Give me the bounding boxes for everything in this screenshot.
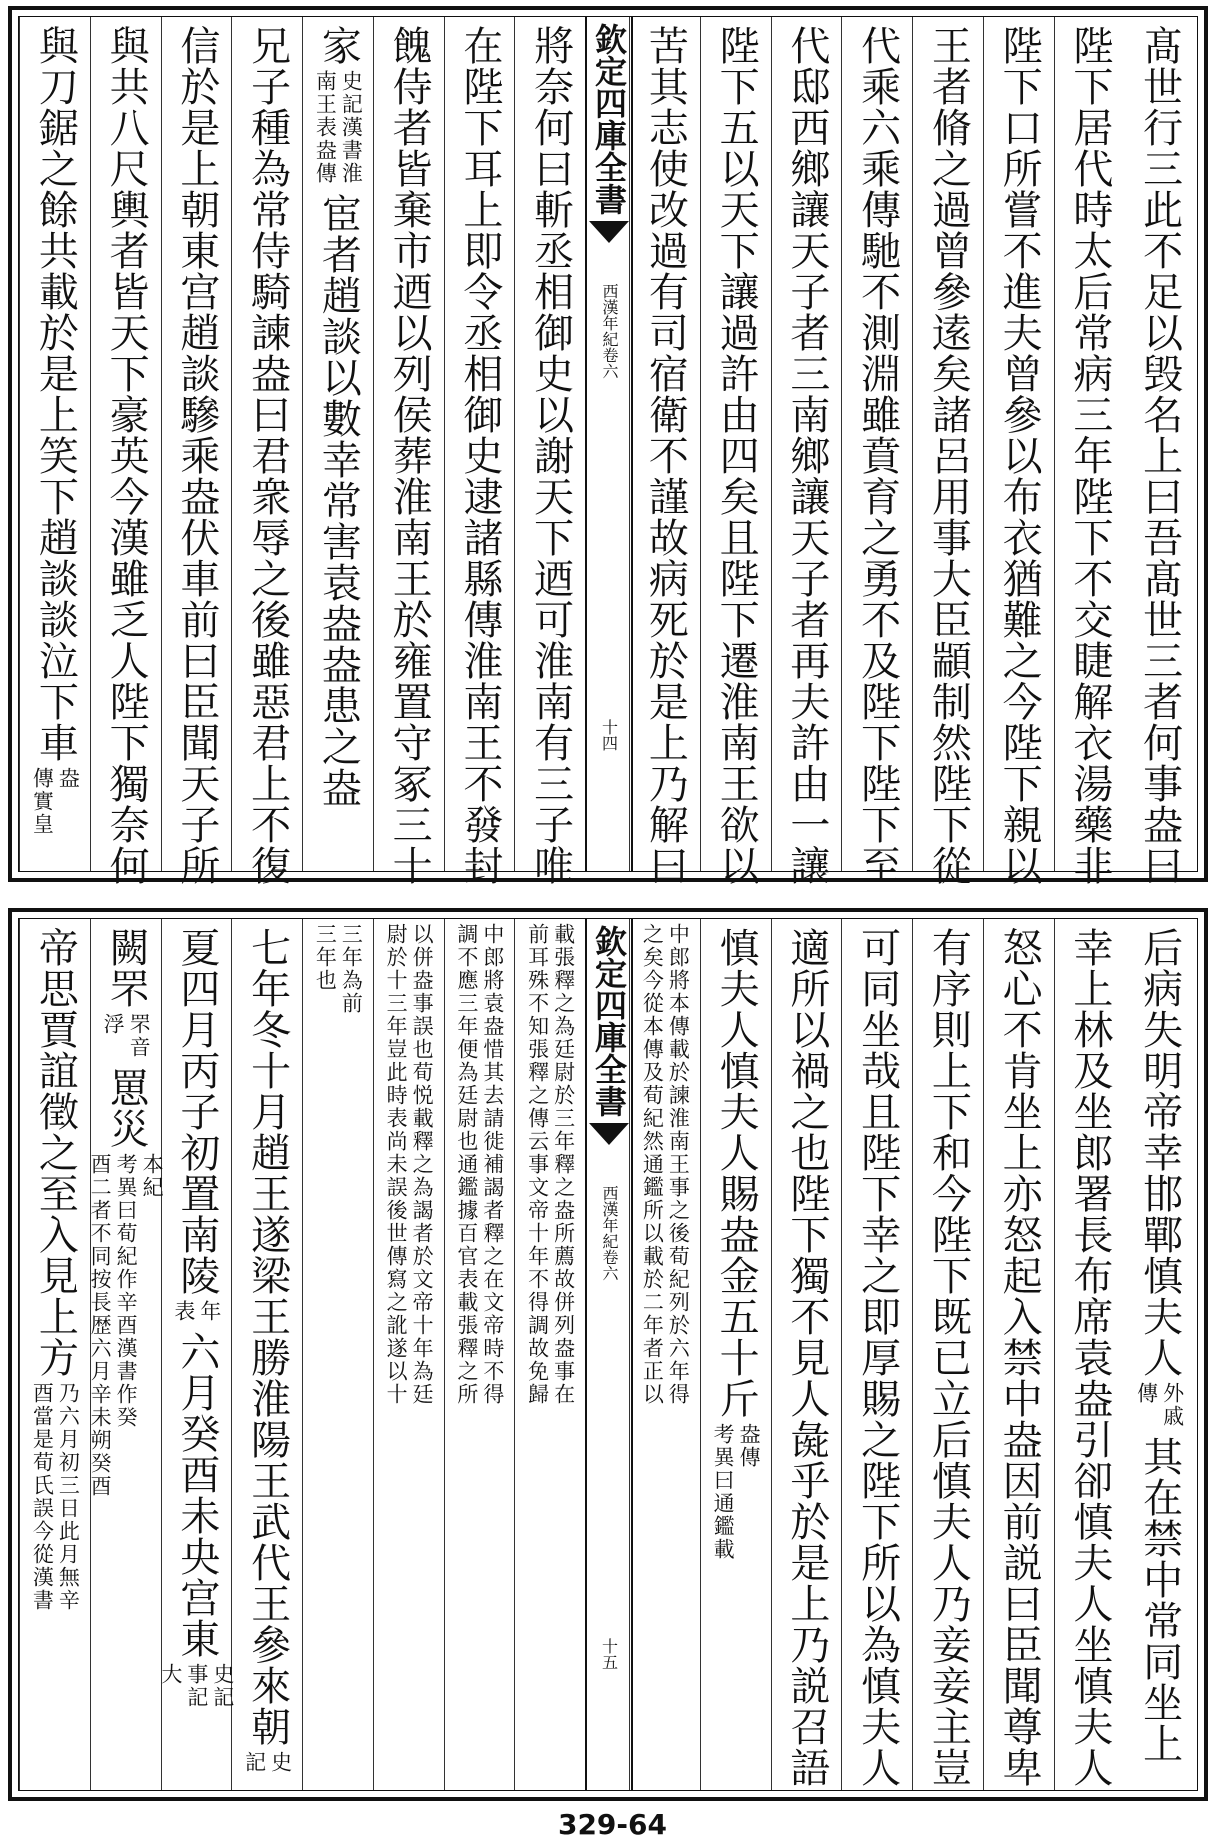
column-text: 餽侍者皆棄市迺以列侯葬淮南王於雍置守冢三十 <box>386 25 433 886</box>
text-column <box>514 919 586 1790</box>
spine-page-number: 十五 <box>599 1638 619 1670</box>
text-column <box>161 17 233 886</box>
column-text: 陛下五以天下讓過許由四矣且陛下遷淮南王欲以 <box>713 25 760 886</box>
column-text: 六月癸酉未央宫東 <box>173 1331 220 1659</box>
column-text: 后病失明帝幸邯鄲慎夫人 <box>1136 927 1183 1378</box>
text-column <box>19 919 91 1790</box>
text-column <box>158 919 235 1790</box>
column-annotation <box>172 1300 222 1323</box>
column-annotation-line: 中郎將袁盎惜其去請徙補謁者釋之在文帝時不得 <box>480 923 505 1406</box>
spine-book-title: 西漢年紀 <box>600 283 619 347</box>
text-column <box>771 919 843 1790</box>
column-annotation-line: 三年也 <box>313 923 338 992</box>
text-column <box>771 17 843 886</box>
text-column <box>302 919 374 1790</box>
column-annotation-line: 考異曰荀紀作辛酉漢書作癸 <box>114 1153 139 1429</box>
column-annotation <box>640 923 690 1406</box>
column-annotation <box>526 923 576 1406</box>
column-text: 闕罘 <box>103 927 150 1009</box>
text-column <box>231 919 303 1790</box>
text-column <box>1124 919 1195 1790</box>
column-annotation-line: 酉二者不同按長歴六月辛未朔癸酉 <box>88 1153 113 1498</box>
column-annotation <box>313 70 363 185</box>
column-annotation <box>313 923 363 1015</box>
text-column <box>841 17 913 886</box>
column-annotation-line: 盎 <box>56 767 81 790</box>
column-annotation-line: 外戚 <box>1160 1382 1185 1428</box>
column-annotation-line: 前耳殊不知張釋之傳云事文帝十年不得調故免歸 <box>525 923 550 1406</box>
text-column <box>983 919 1055 1790</box>
bottom-page <box>8 908 1208 1801</box>
column-annotation-line: 記 <box>242 1751 267 1774</box>
column-annotation-line: 年 <box>197 1300 222 1323</box>
text-column <box>231 17 303 886</box>
column-annotation-line: 以併盎事誤也荀悦載釋之為謁者於文帝十年為廷 <box>410 923 435 1406</box>
column-annotation <box>88 1153 164 1498</box>
column-text: 在陛下耳上即令丞相御史逮諸縣傳淮南王不發封 <box>456 25 503 886</box>
text-column <box>90 17 162 886</box>
column-annotation <box>384 923 434 1406</box>
column-annotation <box>243 1751 293 1774</box>
column-annotation-line: 史記漢書淮 <box>339 70 364 185</box>
column-text: 王者脩之過曾參逺矣諸呂用事大臣顓制然陛下從 <box>925 25 972 886</box>
center-spine <box>585 17 633 871</box>
text-column <box>700 919 772 1790</box>
column-annotation-line: 載張釋之為廷尉於三年釋之盎所薦故併列盎事在 <box>551 923 576 1406</box>
column-text: 陛下居代時太后常病三年陛下不交睫解衣湯藥非 <box>1066 25 1113 886</box>
column-annotation-line: 浮 <box>101 1013 126 1036</box>
column-text: 陛下口所嘗不進夫曾參以布衣猶難之今陛下親以 <box>996 25 1043 886</box>
column-annotation <box>30 1382 80 1612</box>
column-text: 可同坐哉且陛下幸之即厚賜之陛下所以為慎夫人 <box>854 927 901 1788</box>
column-annotation-line: 中郎將本傳載於諫淮南王事之後荀紀列於六年得 <box>666 923 691 1406</box>
text-column <box>373 17 445 886</box>
column-text: 家 <box>315 25 362 66</box>
text-column <box>983 17 1055 886</box>
column-annotation-line: 事記 <box>184 1663 209 1709</box>
column-text: 與共八尺輿者皆天下豪英今漢雖乏人陛下獨奈何 <box>103 25 150 886</box>
column-annotation-line: 史 <box>268 1751 293 1774</box>
text-column <box>912 17 984 886</box>
text-column <box>1054 17 1126 886</box>
column-annotation <box>30 767 80 836</box>
text-column <box>302 17 374 871</box>
column-annotation-line: 乃六月初三日此月無辛 <box>56 1382 81 1612</box>
column-text: 適所以禍之也陛下獨不見人彘乎於是上乃説召語 <box>783 927 830 1788</box>
column-text: 有序則上下和今陛下既已立后慎夫人乃妾妾主豈 <box>925 927 972 1788</box>
text-column <box>19 17 91 871</box>
column-text: 代乘六乘傳馳不測淵雖賁育之勇不及陛下陛下至 <box>854 25 901 886</box>
column-text: 兄子種為常侍騎諫盎曰君衆辱之後雖惡君上不復 <box>244 25 291 886</box>
column-text: 怒心不肯坐上亦怒起入禁中盎因前説曰臣聞尊卑 <box>996 927 1043 1788</box>
column-annotation-line: 傳實皇 <box>30 767 55 836</box>
text-column <box>700 17 772 886</box>
column-text: 將奈何曰斬丞相御史以謝天下迺可淮南有三子唯 <box>527 25 574 886</box>
text-column <box>912 919 984 1790</box>
column-annotation <box>159 1663 235 1709</box>
bottom-page-frame <box>18 918 1198 1791</box>
fish-tail-mark <box>589 221 629 243</box>
text-column <box>444 919 516 1790</box>
spine-book-title: 西漢年紀 <box>600 1185 619 1249</box>
spine-volume: 卷六 <box>600 1249 619 1281</box>
column-annotation-line: 罘音 <box>127 1013 152 1059</box>
spine-page-number: 十四 <box>599 719 619 751</box>
column-text: 罳災 <box>103 1067 150 1149</box>
text-column <box>373 919 445 1790</box>
column-text: 慎夫人慎夫人賜盎金五十斤 <box>713 927 760 1419</box>
spine-volume: 卷六 <box>600 347 619 379</box>
column-annotation <box>711 1423 761 1561</box>
text-column <box>444 17 516 886</box>
text-column <box>1054 919 1126 1790</box>
text-column <box>841 919 913 1790</box>
column-text: 其在禁中常同坐上 <box>1136 1436 1183 1764</box>
column-annotation-line: 之矣今從本傳及荀紀然通鑑所以載於二年者正以 <box>640 923 665 1406</box>
column-annotation-line: 本紀 <box>140 1153 165 1199</box>
column-annotation-line: 盎傳 <box>737 1423 762 1469</box>
column-text: 苦其志使改過有司宿衛不謹故病死於是上乃解曰 <box>642 25 689 886</box>
column-annotation-line: 尉於十三年豈此時表尚未誤後世傳寫之訛遂以十 <box>384 923 409 1406</box>
column-text: 夏四月丙子初置南陵 <box>173 927 220 1296</box>
spine-title: 欽定四庫全書 <box>590 925 628 1117</box>
column-text: 髙世行三此不足以毁名上曰吾髙世三者何事盎曰 <box>1136 25 1183 886</box>
fish-tail-mark <box>589 1123 629 1145</box>
text-column <box>629 17 701 886</box>
text-column <box>88 919 165 1790</box>
center-spine <box>585 919 633 1790</box>
column-text: 宦者趙談以數幸常害袁盎盎患之盎 <box>315 193 362 808</box>
column-annotation-line: 考異曰通鑑載 <box>711 1423 736 1561</box>
column-text: 七年冬十月趙王遂梁王勝淮陽王武代王參來朝 <box>244 927 291 1747</box>
column-text: 帝思賈誼徵之至入見上方 <box>32 927 79 1378</box>
column-annotation-line: 調不應三年便為廷尉也通鑑據百官表載張釋之所 <box>454 923 479 1406</box>
column-annotation <box>1135 1382 1185 1428</box>
column-annotation-line: 南王表盎傳 <box>313 70 338 185</box>
column-text: 與刀鋸之餘共載於是上笑下趙談談泣下車 <box>32 25 79 763</box>
column-annotation-line: 表 <box>171 1300 196 1323</box>
column-annotation <box>101 1013 151 1059</box>
column-annotation <box>455 923 505 1406</box>
text-column <box>514 17 586 886</box>
top-page <box>8 6 1208 886</box>
page-code: 329-64 <box>557 1808 668 1841</box>
column-text: 幸上林及坐郎署長布席袁盎引卻慎夫人坐慎夫人 <box>1066 927 1113 1788</box>
column-annotation-line: 傳 <box>1134 1382 1159 1405</box>
text-column <box>1124 17 1195 886</box>
text-column <box>629 919 701 1790</box>
top-page-frame <box>18 16 1198 886</box>
column-text: 代邸西鄉讓天子者三南鄉讓天子者再夫許由一讓 <box>783 25 830 886</box>
column-annotation-line: 大 <box>158 1663 183 1686</box>
column-text: 信於是上朝東宫趙談驂乘盎伏車前曰臣聞天子所 <box>173 25 220 886</box>
column-annotation-line: 史記 <box>210 1663 235 1709</box>
column-annotation-line: 三年為前 <box>339 923 364 1015</box>
column-annotation-line: 酉當是荀氏誤今從漢書 <box>30 1382 55 1612</box>
spine-title: 欽定四庫全書 <box>590 23 628 215</box>
